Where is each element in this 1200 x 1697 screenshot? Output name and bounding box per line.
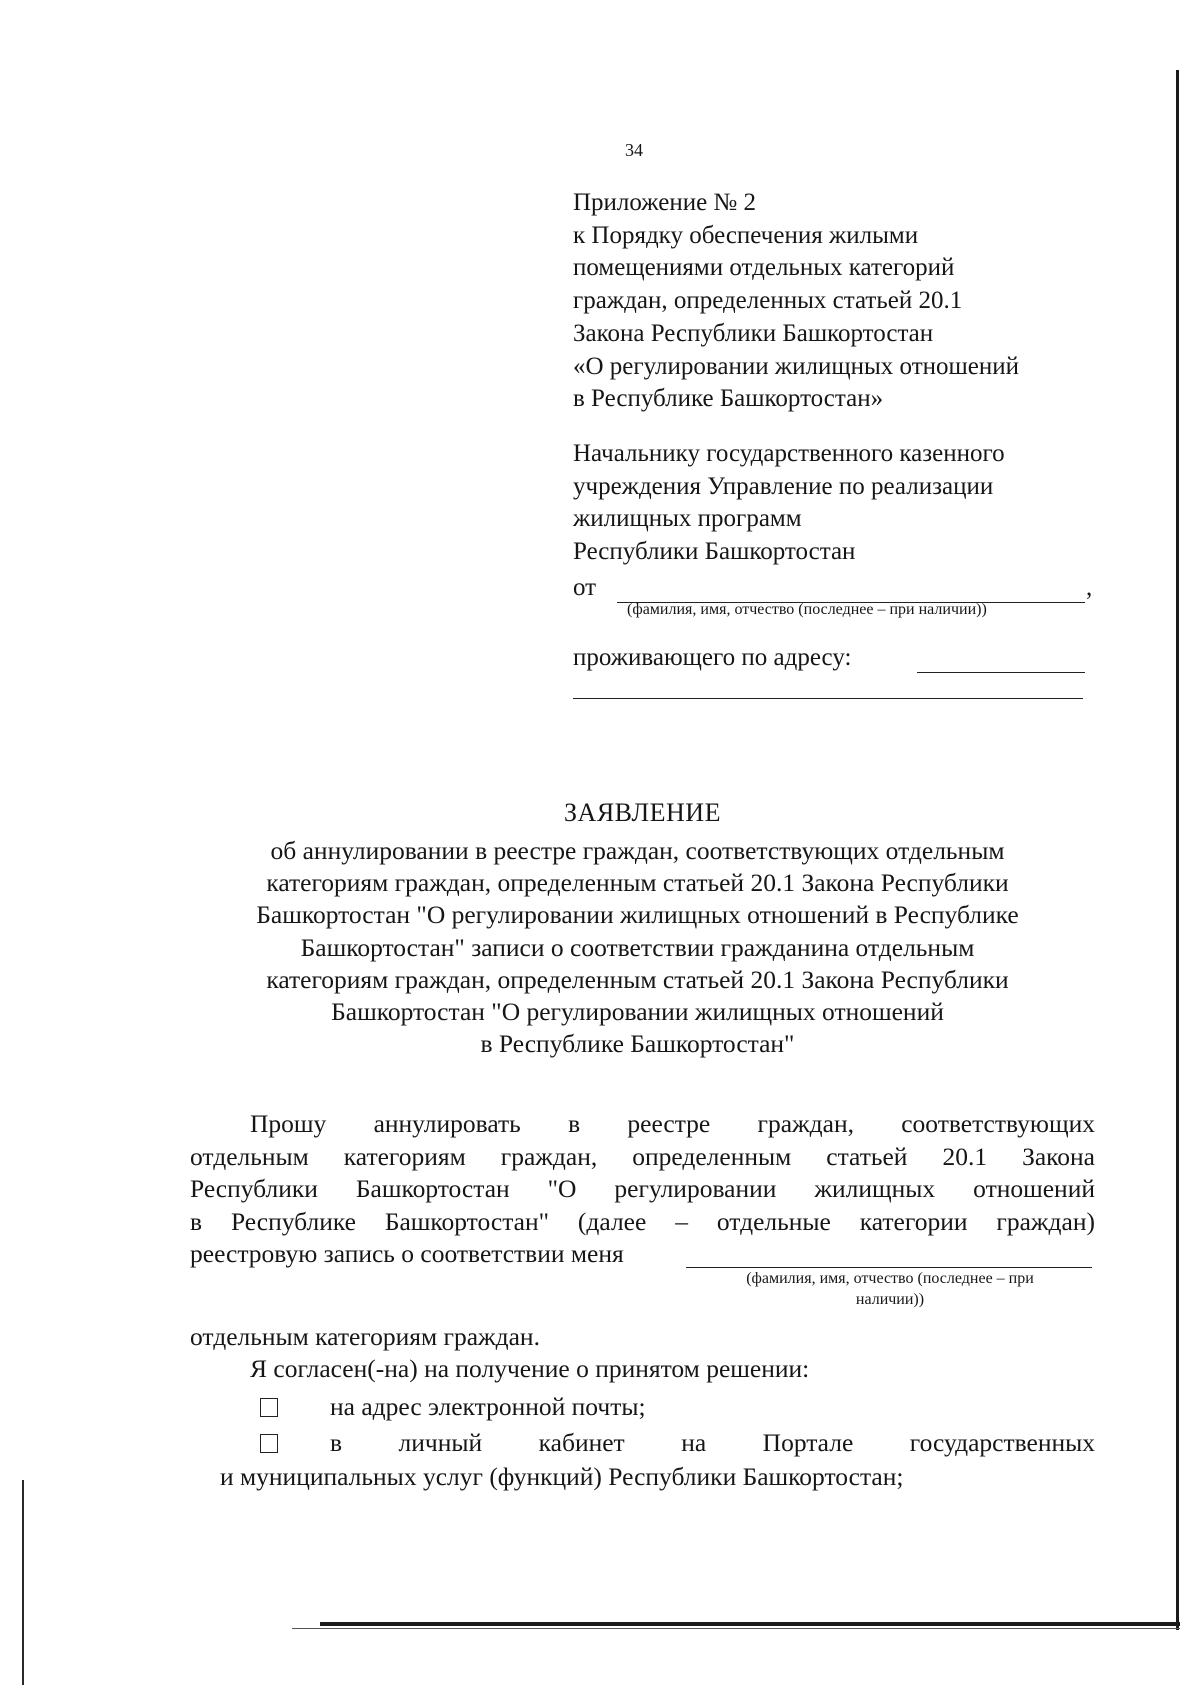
addressee-line: Начальнику государственного казенного	[573, 440, 1005, 467]
email-checkbox[interactable]	[260, 1398, 278, 1417]
subtitle-line: категориям граждан, определенным статьей 20.1 Закона Республики	[266, 868, 1009, 898]
appendix-line: к Порядку обеспечения жилыми	[573, 221, 919, 249]
appendix-line: Закона Республики Башкортостан	[573, 319, 934, 347]
address-field[interactable]	[917, 672, 1085, 673]
applicant-name-hint: (фамилия, имя, отчество (последнее – при наличии))	[627, 601, 987, 618]
email-option-label: на адрес электронной почты;	[330, 1392, 646, 1421]
subtitle-line: об аннулировании в реестре граждан, соответствующих отдельным	[270, 836, 1005, 865]
address-field-continuation[interactable]	[573, 698, 1083, 699]
portal-checkbox[interactable]	[260, 1434, 278, 1453]
scan-edge-bottom-thin	[292, 1628, 1180, 1629]
appendix-reference	[573, 187, 1113, 416]
from-label: от	[573, 574, 597, 601]
addressee-line: жилищных программ	[573, 505, 802, 533]
subtitle-line: категориям граждан, определенным статьей 20.1 Закона Республики	[266, 964, 1009, 994]
option-portal	[260, 1428, 1095, 1462]
addressee-line: учреждения Управление по реализации	[573, 472, 994, 500]
registry-hint-line: наличии))	[855, 1291, 925, 1308]
address-row	[573, 644, 1093, 678]
from-comma: ,	[1086, 574, 1093, 601]
address-label: проживающего по адресу:	[573, 644, 852, 671]
addressee-block	[573, 438, 1113, 568]
scan-edge-bottom	[320, 1622, 1180, 1626]
categories-text: отдельным категориям граждан.	[190, 1322, 540, 1351]
statement-title: ЗАЯВЛЕНИЕ	[564, 798, 721, 827]
appendix-line: Приложение № 2	[573, 189, 757, 216]
subtitle-line: Башкортостан" записи о соответствии гражданина отдельным	[300, 932, 975, 962]
page-number: 34	[625, 140, 643, 160]
body-line: в Республике Башкортостан" (далее – отдельные категории граждан)	[190, 1206, 1095, 1236]
body-line: Республики Башкортостан "О регулировании жилищных отношений	[190, 1174, 1095, 1204]
scan-edge-right	[1176, 70, 1179, 1630]
request-paragraph	[190, 1108, 1095, 1238]
addressee-line: Республики Башкортостан	[573, 537, 856, 565]
appendix-line: помещениями отдельных категорий	[573, 254, 955, 282]
portal-option-label: в личный кабинет на Портале государственных	[330, 1428, 1095, 1457]
appendix-line: «О регулировании жилищных отношений	[573, 352, 1020, 380]
registry-text: реестровую запись о соответствии меня	[190, 1239, 624, 1268]
option-email	[260, 1392, 860, 1426]
registry-name-hint	[690, 1268, 1090, 1310]
scan-edge-left	[22, 1480, 24, 1685]
appendix-line: в Республике Башкортостан»	[573, 385, 884, 413]
portal-option-continuation: и муниципальных услуг (функций) Республики Башкортостан;	[220, 1462, 904, 1491]
statement-subtitle	[190, 835, 1085, 1060]
consent-text: Я согласен(-на) на получение о принятом решении:	[250, 1354, 810, 1383]
subtitle-line: в Республике Башкортостан"	[480, 1029, 795, 1059]
body-line: Прошу аннулировать в реестре граждан, соответствующих	[250, 1109, 1095, 1138]
subtitle-line: Башкортостан "О регулировании жилищных отношений	[331, 997, 944, 1027]
body-line: отдельным категориям граждан, определенным статьей 20.1 Закона	[190, 1141, 1095, 1171]
registry-hint-line: (фамилия, имя, отчество (последнее – при	[746, 1270, 1034, 1287]
subtitle-line: Башкортостан "О регулировании жилищных отношений в Республике	[256, 900, 1019, 930]
appendix-line: граждан, определенных статьей 20.1	[573, 287, 963, 315]
